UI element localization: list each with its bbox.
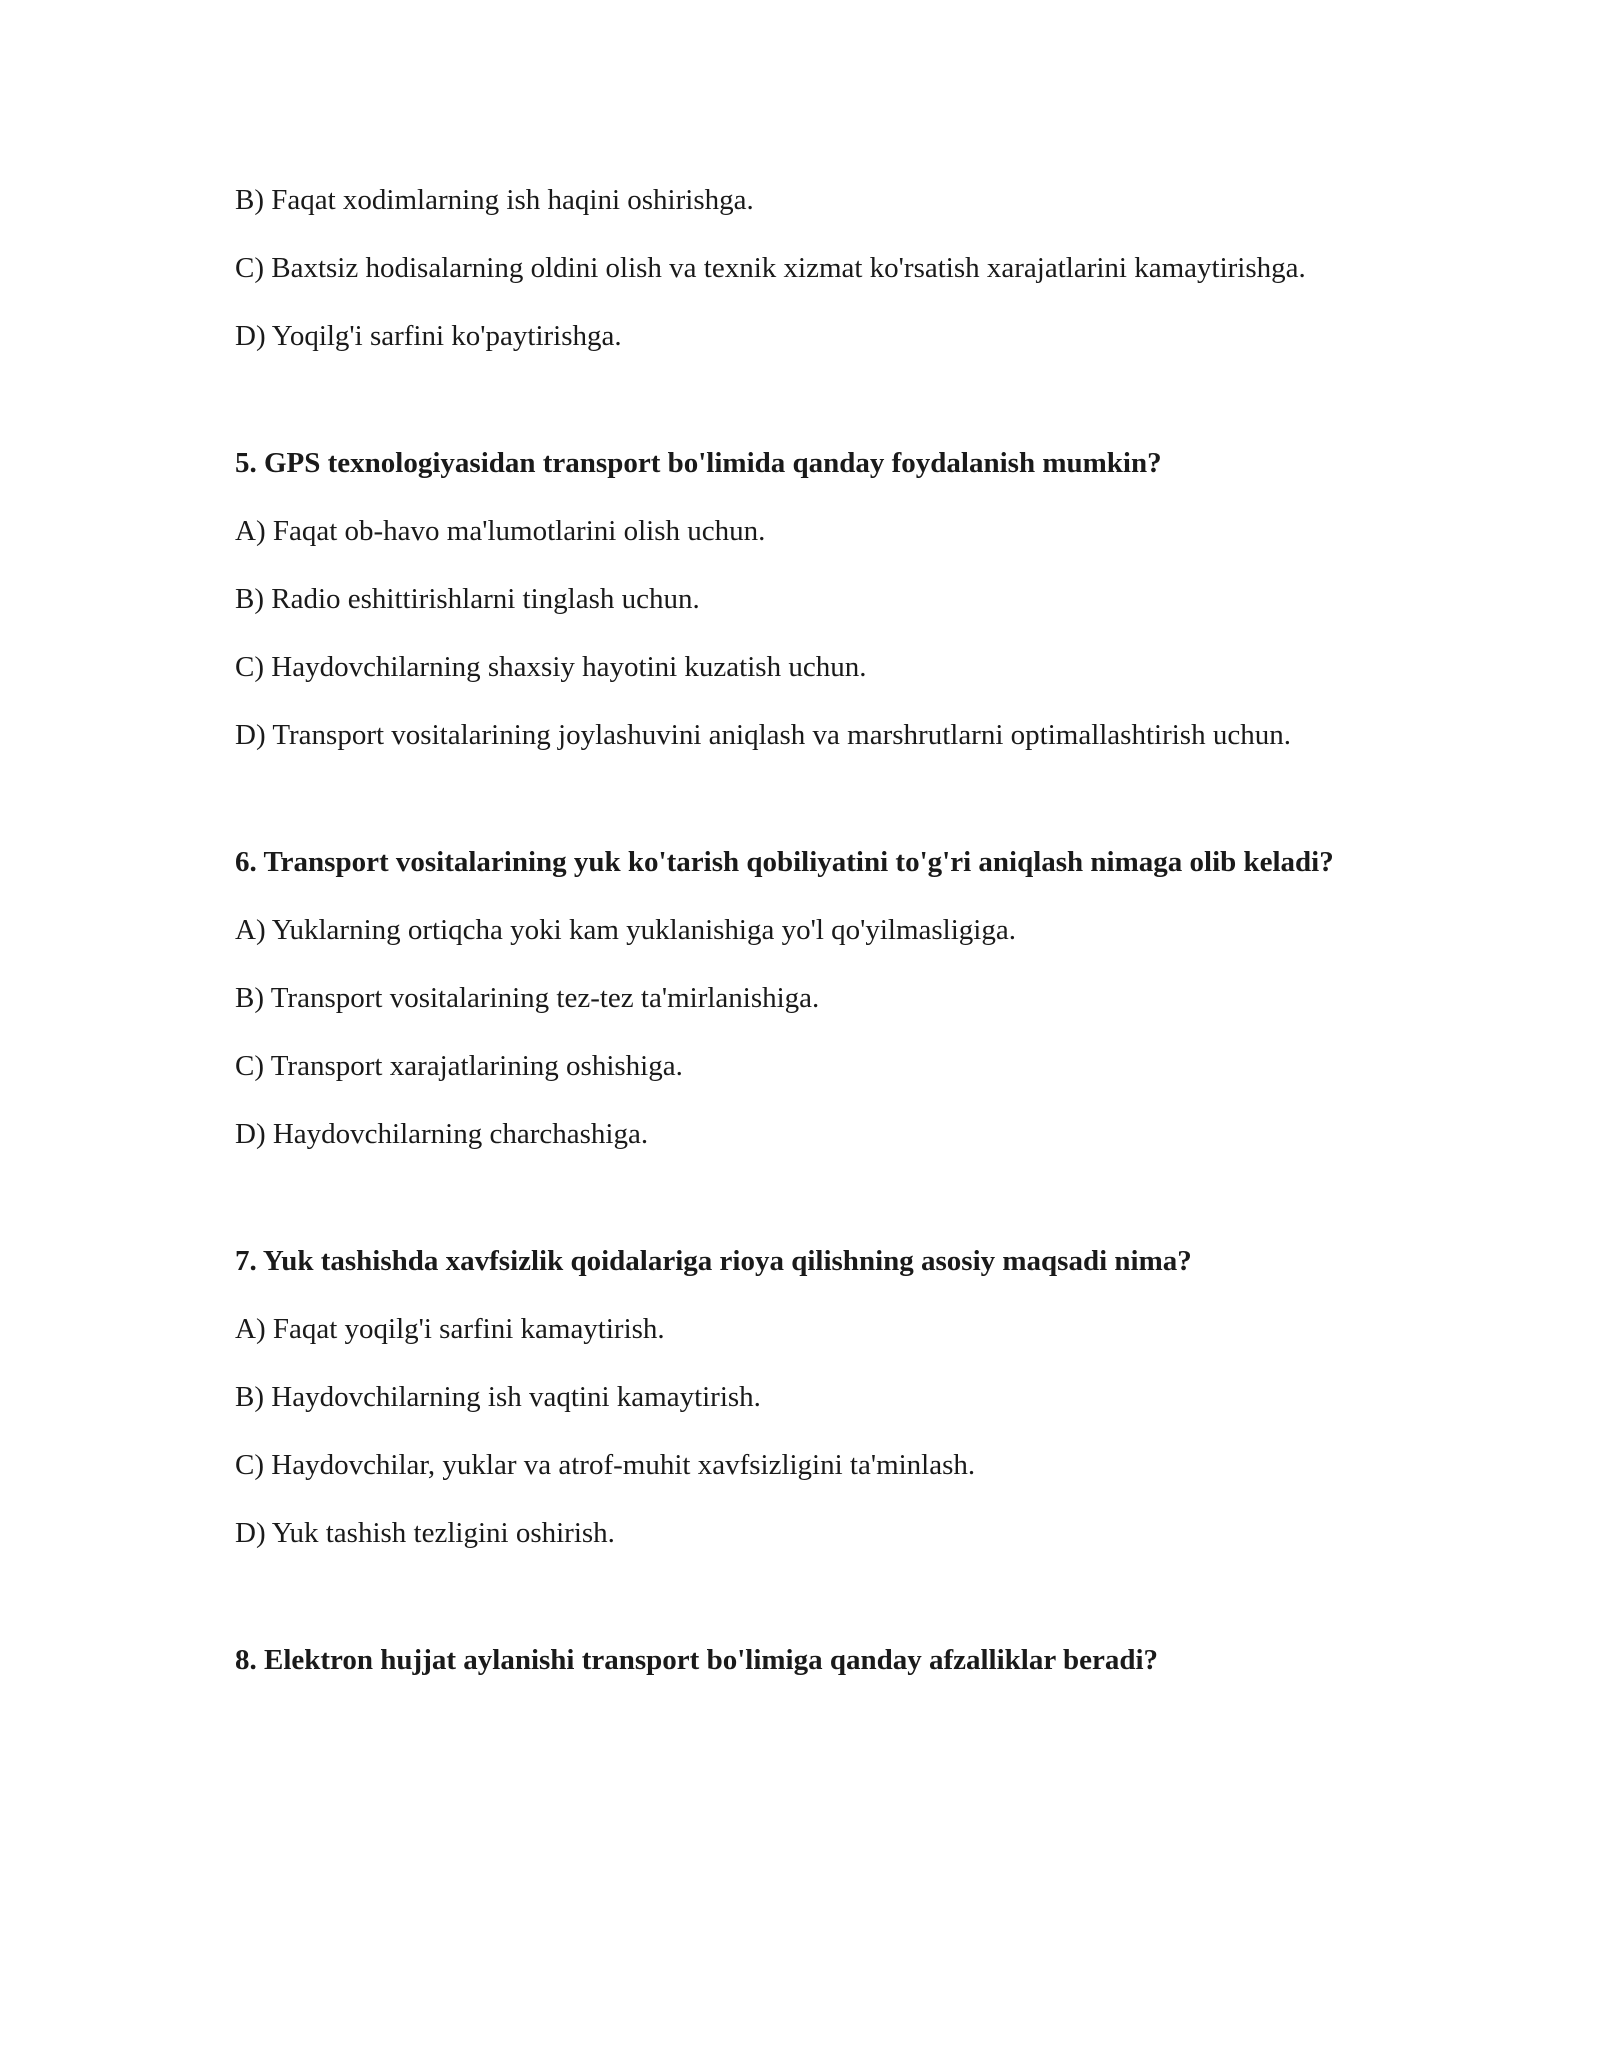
document-page bbox=[235, 180, 1360, 1708]
option-c: C) Haydovchilar, yuklar va atrof-muhit xavfsizligini ta'minlash. bbox=[235, 1449, 976, 1481]
question-title: 8. Elektron hujjat aylanishi transport bo'limiga qanday afzalliklar beradi? bbox=[235, 1644, 1159, 1676]
question-title: 5. GPS texnologiyasidan transport bo'limida qanday foydalanish mumkin? bbox=[235, 447, 1162, 479]
question-6 bbox=[235, 842, 1360, 1155]
question-title: 6. Transport vositalarining yuk ko'tarish qobiliyatini to'g'ri aniqlash nimaga olib keladi? bbox=[235, 846, 1334, 878]
option-d: D) Transport vositalarining joylashuvini aniqlash va marshrutlarni optimallashtirish uchun. bbox=[235, 719, 1291, 751]
option-c: C) Haydovchilarning shaxsiy hayotini kuzatish uchun. bbox=[235, 651, 867, 683]
question-4-continued bbox=[235, 180, 1360, 357]
question-title: 7. Yuk tashishda xavfsizlik qoidalariga rioya qilishning asosiy maqsadi nima? bbox=[235, 1245, 1192, 1277]
option-c: C) Baxtsiz hodisalarning oldini olish va texnik xizmat ko'rsatish xarajatlarini kamaytirishga. bbox=[235, 252, 1306, 284]
option-b: B) Faqat xodimlarning ish haqini oshirishga. bbox=[235, 184, 754, 216]
option-b: B) Transport vositalarining tez-tez ta'mirlanishiga. bbox=[235, 982, 820, 1014]
option-d: D) Yuk tashish tezligini oshirish. bbox=[235, 1517, 615, 1549]
question-7 bbox=[235, 1241, 1360, 1554]
option-b: B) Radio eshittirishlarni tinglash uchun. bbox=[235, 583, 700, 615]
option-a: A) Faqat yoqilg'i sarfini kamaytirish. bbox=[235, 1313, 665, 1345]
option-b: B) Haydovchilarning ish vaqtini kamaytirish. bbox=[235, 1381, 761, 1413]
option-d: D) Haydovchilarning charchashiga. bbox=[235, 1118, 649, 1150]
option-a: A) Yuklarning ortiqcha yoki kam yuklanishiga yo'l qo'yilmasligiga. bbox=[235, 914, 1016, 946]
option-a: A) Faqat ob-havo ma'lumotlarini olish uchun. bbox=[235, 515, 766, 547]
option-d: D) Yoqilg'i sarfini ko'paytirishga. bbox=[235, 320, 622, 352]
question-5 bbox=[235, 443, 1360, 756]
option-c: C) Transport xarajatlarining oshishiga. bbox=[235, 1050, 683, 1082]
question-8 bbox=[235, 1640, 1360, 1681]
